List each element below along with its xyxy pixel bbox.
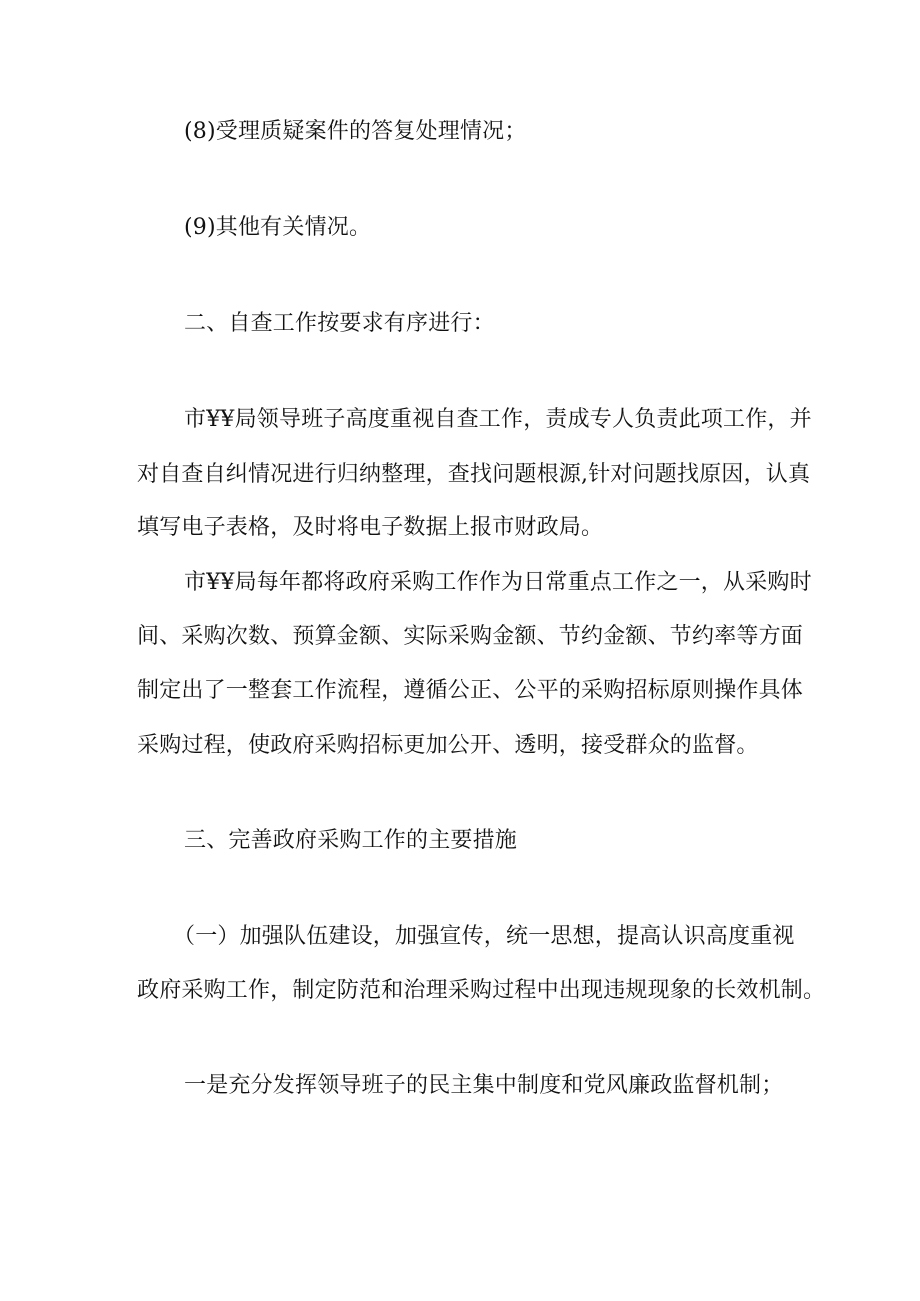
paragraph-line: 采购过程，使政府采购招标更加公开、透明，接受群众的监督。 (137, 733, 759, 758)
paragraph-line: 制定出了一整套工作流程，遵循公正、公平的采购招标原则操作具体 (137, 678, 804, 703)
paragraph-line: 填写电子表格，及时将电子数据上报市财政局。 (137, 515, 604, 540)
paragraph-line: 对自查自纠情况进行归纳整理，查找问题根源,针对问题找原因，认真 (137, 462, 811, 487)
section-3-heading: 三、完善政府采购工作的主要措施 (184, 828, 518, 853)
paragraph-line: （一）加强队伍建设，加强宣传，统一思想，提高认识高度重视 (173, 924, 795, 949)
paragraph-line: 间、采购次数、预算金额、实际采购金额、节约金额、节约率等方面 (137, 624, 804, 649)
list-item-8: (8)受理质疑案件的答复处理情况； (184, 119, 527, 144)
paragraph-line: 市¥¥局每年都将政府采购工作作为日常重点工作之一，从采购时 (184, 570, 812, 595)
list-item-9: (9)其他有关情况。 (184, 215, 372, 240)
paragraph-line: 政府采购工作，制定防范和治理采购过程中出现违规现象的长效机制。 (137, 978, 826, 1003)
section-2-heading: 二、自查工作按要求有序进行： (184, 311, 495, 336)
paragraph-line: 一是充分发挥领导班子的民主集中制度和党风廉政监督机制； (184, 1073, 784, 1098)
paragraph-line: 市¥¥局领导班子高度重视自查工作，责成专人负责此项工作，并 (184, 407, 812, 432)
